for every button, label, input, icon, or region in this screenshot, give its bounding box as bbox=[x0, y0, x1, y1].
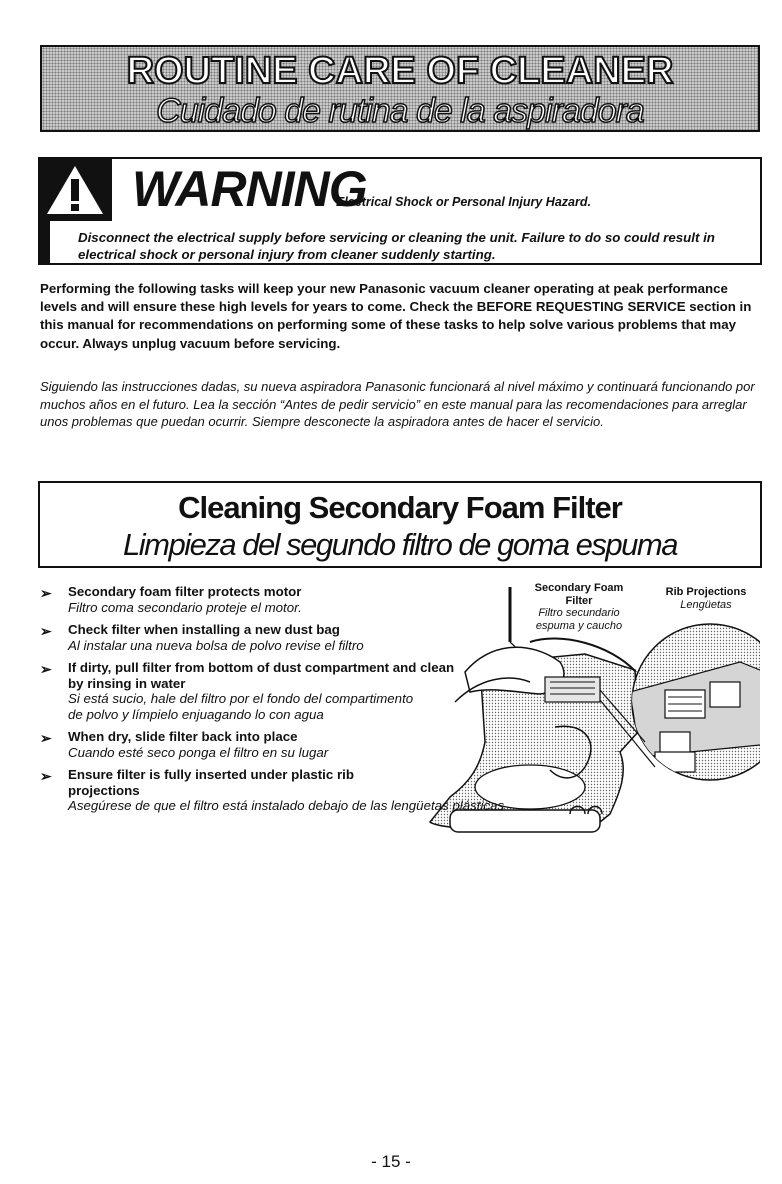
step-spanish: Cuando esté seco ponga el filtro en su lugar bbox=[68, 744, 329, 760]
step-spanish: Filtro coma secondario proteje el motor. bbox=[68, 599, 302, 615]
step-english: Check filter when installing a new dust bag bbox=[68, 622, 340, 637]
page-number: - 15 - bbox=[371, 1152, 411, 1171]
step-spanish: Si está sucio, hale del filtro por el fondo del compartimento de polvo y límpielo enjuagando lo con agua bbox=[68, 691, 414, 722]
list-item bbox=[40, 622, 610, 653]
warning-box bbox=[38, 157, 762, 265]
warning-tab bbox=[38, 157, 112, 221]
warning-triangle-icon bbox=[44, 163, 106, 217]
list-item bbox=[40, 767, 610, 814]
list-item bbox=[40, 584, 610, 615]
arrow-bullet-icon: ➢ bbox=[40, 730, 52, 746]
intro-english: Performing the following tasks will keep your new Panasonic vacuum cleaner operating at peak performance levels and will ensure these high levels for years to come. Check the BEFORE REQUESTING SERVICE section in this manual for recommendations on performing some of these tasks to help solve various problems that may occur. Always unplug vacuum before servicing. bbox=[40, 281, 752, 351]
warning-hazard-type: Electrical Shock or Personal Injury Hazard. bbox=[336, 195, 591, 209]
warning-text: Disconnect the electrical supply before servicing or cleaning the unit. Failure to do so could result in electrical shock or personal injury from cleaner suddenly starting. bbox=[78, 230, 715, 262]
label-filter-es: Filtro secundario espuma y caucho bbox=[535, 607, 623, 632]
arrow-bullet-icon: ➢ bbox=[40, 585, 52, 601]
banner-title: ROUTINE CARE OF CLEANER bbox=[126, 50, 674, 92]
step-english: Secondary foam filter protects motor bbox=[68, 584, 302, 599]
label-filter-en: Secondary Foam Filter bbox=[534, 582, 624, 607]
arrow-bullet-icon: ➢ bbox=[40, 768, 52, 784]
arrow-bullet-icon: ➢ bbox=[40, 661, 52, 677]
warning-heading: WARNING bbox=[132, 161, 367, 217]
step-spanish: Asegúrese de que el filtro está instalado debajo de las lengüetas plásticas bbox=[68, 798, 505, 813]
label-rib-es: Lengüetas bbox=[680, 598, 732, 611]
step-english: When dry, slide filter back into place bbox=[68, 729, 298, 744]
section-title: Cleaning Secondary Foam Filter bbox=[178, 490, 622, 525]
steps-list bbox=[40, 584, 610, 814]
step-spanish: Al instalar una nueva bolsa de polvo revise el filtro bbox=[68, 637, 364, 653]
section-subtitle: Limpieza del segundo filtro de goma espuma bbox=[123, 527, 677, 562]
intro-spanish: Siguiendo las instrucciones dadas, su nueva aspiradora Panasonic funcionará al nivel máximo y continuará funcionando por muchos años en el futuro. Lea la sección “Antes de pedir servicio” en este manual para las recomendaciones para arreglar unos problemas que puedan ocurrir. Siempre desconecte la aspiradora antes de hacer el servicio. bbox=[40, 379, 755, 430]
arrow-bullet-icon: ➢ bbox=[40, 623, 52, 639]
step-english: If dirty, pull filter from bottom of dust compartment and clean by rinsing in water bbox=[68, 660, 455, 691]
list-item bbox=[40, 729, 610, 760]
step-english: Ensure filter is fully inserted under plastic rib projections bbox=[68, 767, 354, 798]
banner-subtitle: Cuidado de rutina de la aspiradora bbox=[156, 92, 644, 130]
list-item bbox=[40, 660, 610, 722]
label-rib-en: Rib Projections bbox=[665, 586, 747, 598]
label-rib-projections bbox=[660, 586, 752, 611]
section-banner bbox=[40, 45, 760, 132]
section-heading-box bbox=[38, 481, 762, 568]
warning-side-rule bbox=[40, 219, 50, 263]
